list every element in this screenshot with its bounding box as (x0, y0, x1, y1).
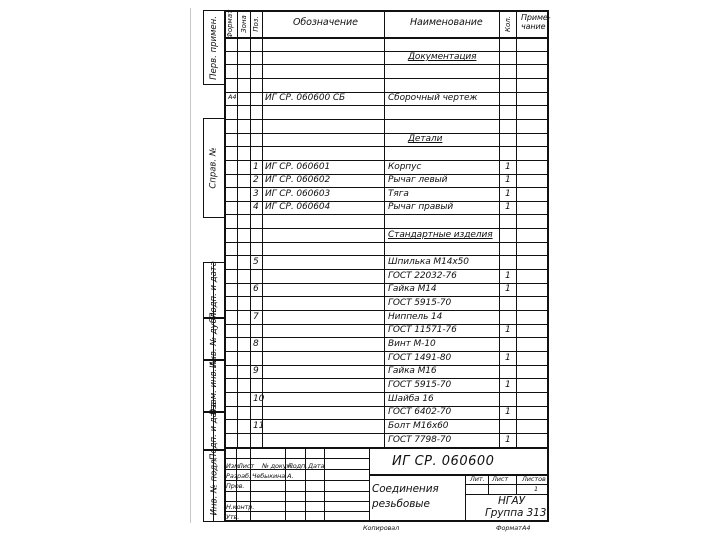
title-role: Н.контр. (226, 503, 255, 511)
row-line (224, 296, 549, 297)
row-line (224, 392, 549, 393)
title-block-column (369, 447, 370, 522)
row-quantity: 1 (505, 407, 511, 417)
row-name: ГОСТ 5915-70 (388, 298, 452, 308)
row-quantity: 1 (505, 189, 511, 199)
row-name: ГОСТ 7798-70 (388, 435, 452, 445)
row-quantity: 1 (505, 435, 511, 445)
margin-stamp-label: Перв. примен. (209, 15, 219, 80)
row-quantity: 1 (505, 271, 511, 281)
row-name: Винт М-10 (388, 339, 436, 349)
title-block-row (224, 458, 369, 459)
row-name: Корпус (388, 162, 422, 172)
title-col-header: Изм. (226, 462, 241, 470)
title-col-header: № докум. (262, 462, 294, 470)
row-line (224, 214, 549, 215)
row-position: 10 (253, 394, 265, 404)
header-bottom-line (224, 37, 549, 39)
row-line (224, 378, 549, 379)
row-quantity: 1 (505, 325, 511, 335)
row-position: 8 (253, 339, 259, 349)
row-position: 9 (253, 366, 259, 376)
title-block-row (224, 511, 369, 512)
row-designation: ИГ СР. 060602 (265, 175, 331, 185)
title-block-top (224, 447, 549, 449)
header-zone-cell (237, 10, 250, 37)
row-designation: ИГ СР. 060603 (265, 189, 331, 199)
header-pos: Поз. (252, 15, 260, 32)
row-designation: ИГ СР. 060604 (265, 202, 331, 212)
header-zone: Зона (239, 14, 248, 33)
margin-stamp-label: Подп. и дата (209, 402, 219, 460)
row-name: ГОСТ 5915-70 (388, 380, 452, 390)
title-block-row (224, 491, 369, 492)
row-quantity: 1 (505, 380, 511, 390)
row-name: Тяга (388, 189, 409, 199)
title-col-header: Подп. (288, 462, 308, 470)
sheets-label: Листов (522, 475, 546, 483)
row-line (224, 310, 549, 311)
header-qty: Кол. (503, 15, 512, 32)
row-position: 7 (253, 312, 259, 322)
margin-stamp-label: Взам. инв. № (209, 357, 219, 415)
row-line (224, 324, 549, 325)
header-format-cell (224, 10, 237, 37)
row-designation: ИГ СР. 060601 (265, 162, 331, 172)
row-name: ГОСТ 1491-80 (388, 353, 452, 363)
row-line (224, 119, 549, 120)
margin-inner-line (213, 262, 214, 522)
header-name: Наименование (410, 17, 483, 28)
row-name: Гайка М14 (388, 284, 437, 294)
title-block-column (516, 474, 517, 494)
header-format: Формат (226, 9, 235, 38)
title-block-row (224, 480, 369, 481)
group-number: Группа 313 (485, 507, 547, 519)
row-name: ГОСТ 6402-70 (388, 407, 452, 417)
row-line (224, 406, 549, 407)
row-line (224, 228, 549, 229)
header-qty-cell (499, 10, 516, 37)
margin-stamp-label: Справ. № (209, 147, 220, 189)
sheets-value: 1 (534, 485, 539, 493)
title-block-column (488, 474, 489, 494)
sheet-label: Лист (492, 475, 509, 483)
row-name: Сборочный чертеж (388, 93, 478, 103)
row-name: Рычаг правый (388, 202, 454, 212)
margin-stamp-label: Инв. № дубл. (209, 309, 219, 369)
row-line (224, 351, 549, 352)
section-heading: Документация (408, 52, 477, 62)
margin-stamp-label: Подп. и дата (209, 261, 219, 319)
row-format: А4 (228, 93, 237, 101)
row-line (224, 242, 549, 243)
row-line (224, 160, 549, 161)
row-line (224, 269, 549, 270)
copied-label: Копировал (363, 524, 400, 532)
row-quantity: 1 (505, 175, 511, 185)
row-position: 4 (253, 202, 259, 212)
row-line (224, 433, 549, 434)
title-col-header: Дата (308, 462, 325, 470)
drawing-title-line2: резьбовые (372, 498, 430, 510)
row-quantity: 1 (505, 284, 511, 294)
row-position: 2 (253, 175, 259, 185)
title-role: Пров. (226, 482, 245, 490)
row-line (224, 337, 549, 338)
format-label: Формат (496, 524, 522, 532)
row-position: 5 (253, 257, 259, 267)
row-line (224, 78, 549, 79)
title-role: Утв. (226, 513, 240, 521)
row-name: ГОСТ 11571-76 (388, 325, 457, 335)
row-position: 1 (253, 162, 259, 172)
row-name: Шпилька М14х50 (388, 257, 469, 267)
row-line (224, 419, 549, 420)
row-line (224, 51, 549, 52)
section-heading: Стандартные изделия (388, 230, 493, 240)
title-role: Разраб. (226, 472, 251, 480)
row-line (224, 365, 549, 366)
row-position: 6 (253, 284, 259, 294)
row-position: 11 (253, 421, 265, 431)
header-note: Приме- чание (521, 13, 551, 31)
row-line (224, 133, 549, 134)
row-quantity: 1 (505, 353, 511, 363)
row-position: 3 (253, 189, 259, 199)
margin-stamp-cell (203, 10, 224, 85)
title-col-header: Лист (238, 462, 255, 470)
header-pos-cell (250, 10, 262, 37)
section-heading: Детали (408, 134, 443, 144)
row-name: ГОСТ 22032-76 (388, 271, 457, 281)
specification-frame (224, 10, 549, 522)
row-line (224, 146, 549, 147)
row-name: Гайка М16 (388, 366, 437, 376)
row-name: Ниппель 14 (388, 312, 443, 322)
row-designation: ИГ СР. 060600 СБ (265, 93, 346, 103)
row-quantity: 1 (505, 162, 511, 172)
margin-stamp-label: Инв. № подл. (209, 456, 219, 516)
drawing-code: ИГ СР. 060600 (392, 454, 495, 469)
row-line (224, 283, 549, 284)
organization: НГАУ (498, 495, 525, 507)
row-name: Шайба 16 (388, 394, 434, 404)
lit-label: Лит. (470, 475, 485, 483)
row-name: Рычаг левый (388, 175, 448, 185)
row-line (224, 105, 549, 106)
row-line (224, 187, 549, 188)
row-quantity: 1 (505, 202, 511, 212)
developer-name: Чебыкина А. (252, 472, 294, 480)
row-line (224, 255, 549, 256)
row-name: Болт М16х60 (388, 421, 449, 431)
header-designation: Обозначение (293, 17, 358, 28)
margin-stamp-cell (203, 118, 224, 218)
title-block-row (224, 501, 369, 502)
row-line (224, 64, 549, 65)
format-value: А4 (522, 524, 531, 532)
title-block-column (465, 474, 466, 522)
drawing-title-line1: Соединения (372, 483, 439, 495)
